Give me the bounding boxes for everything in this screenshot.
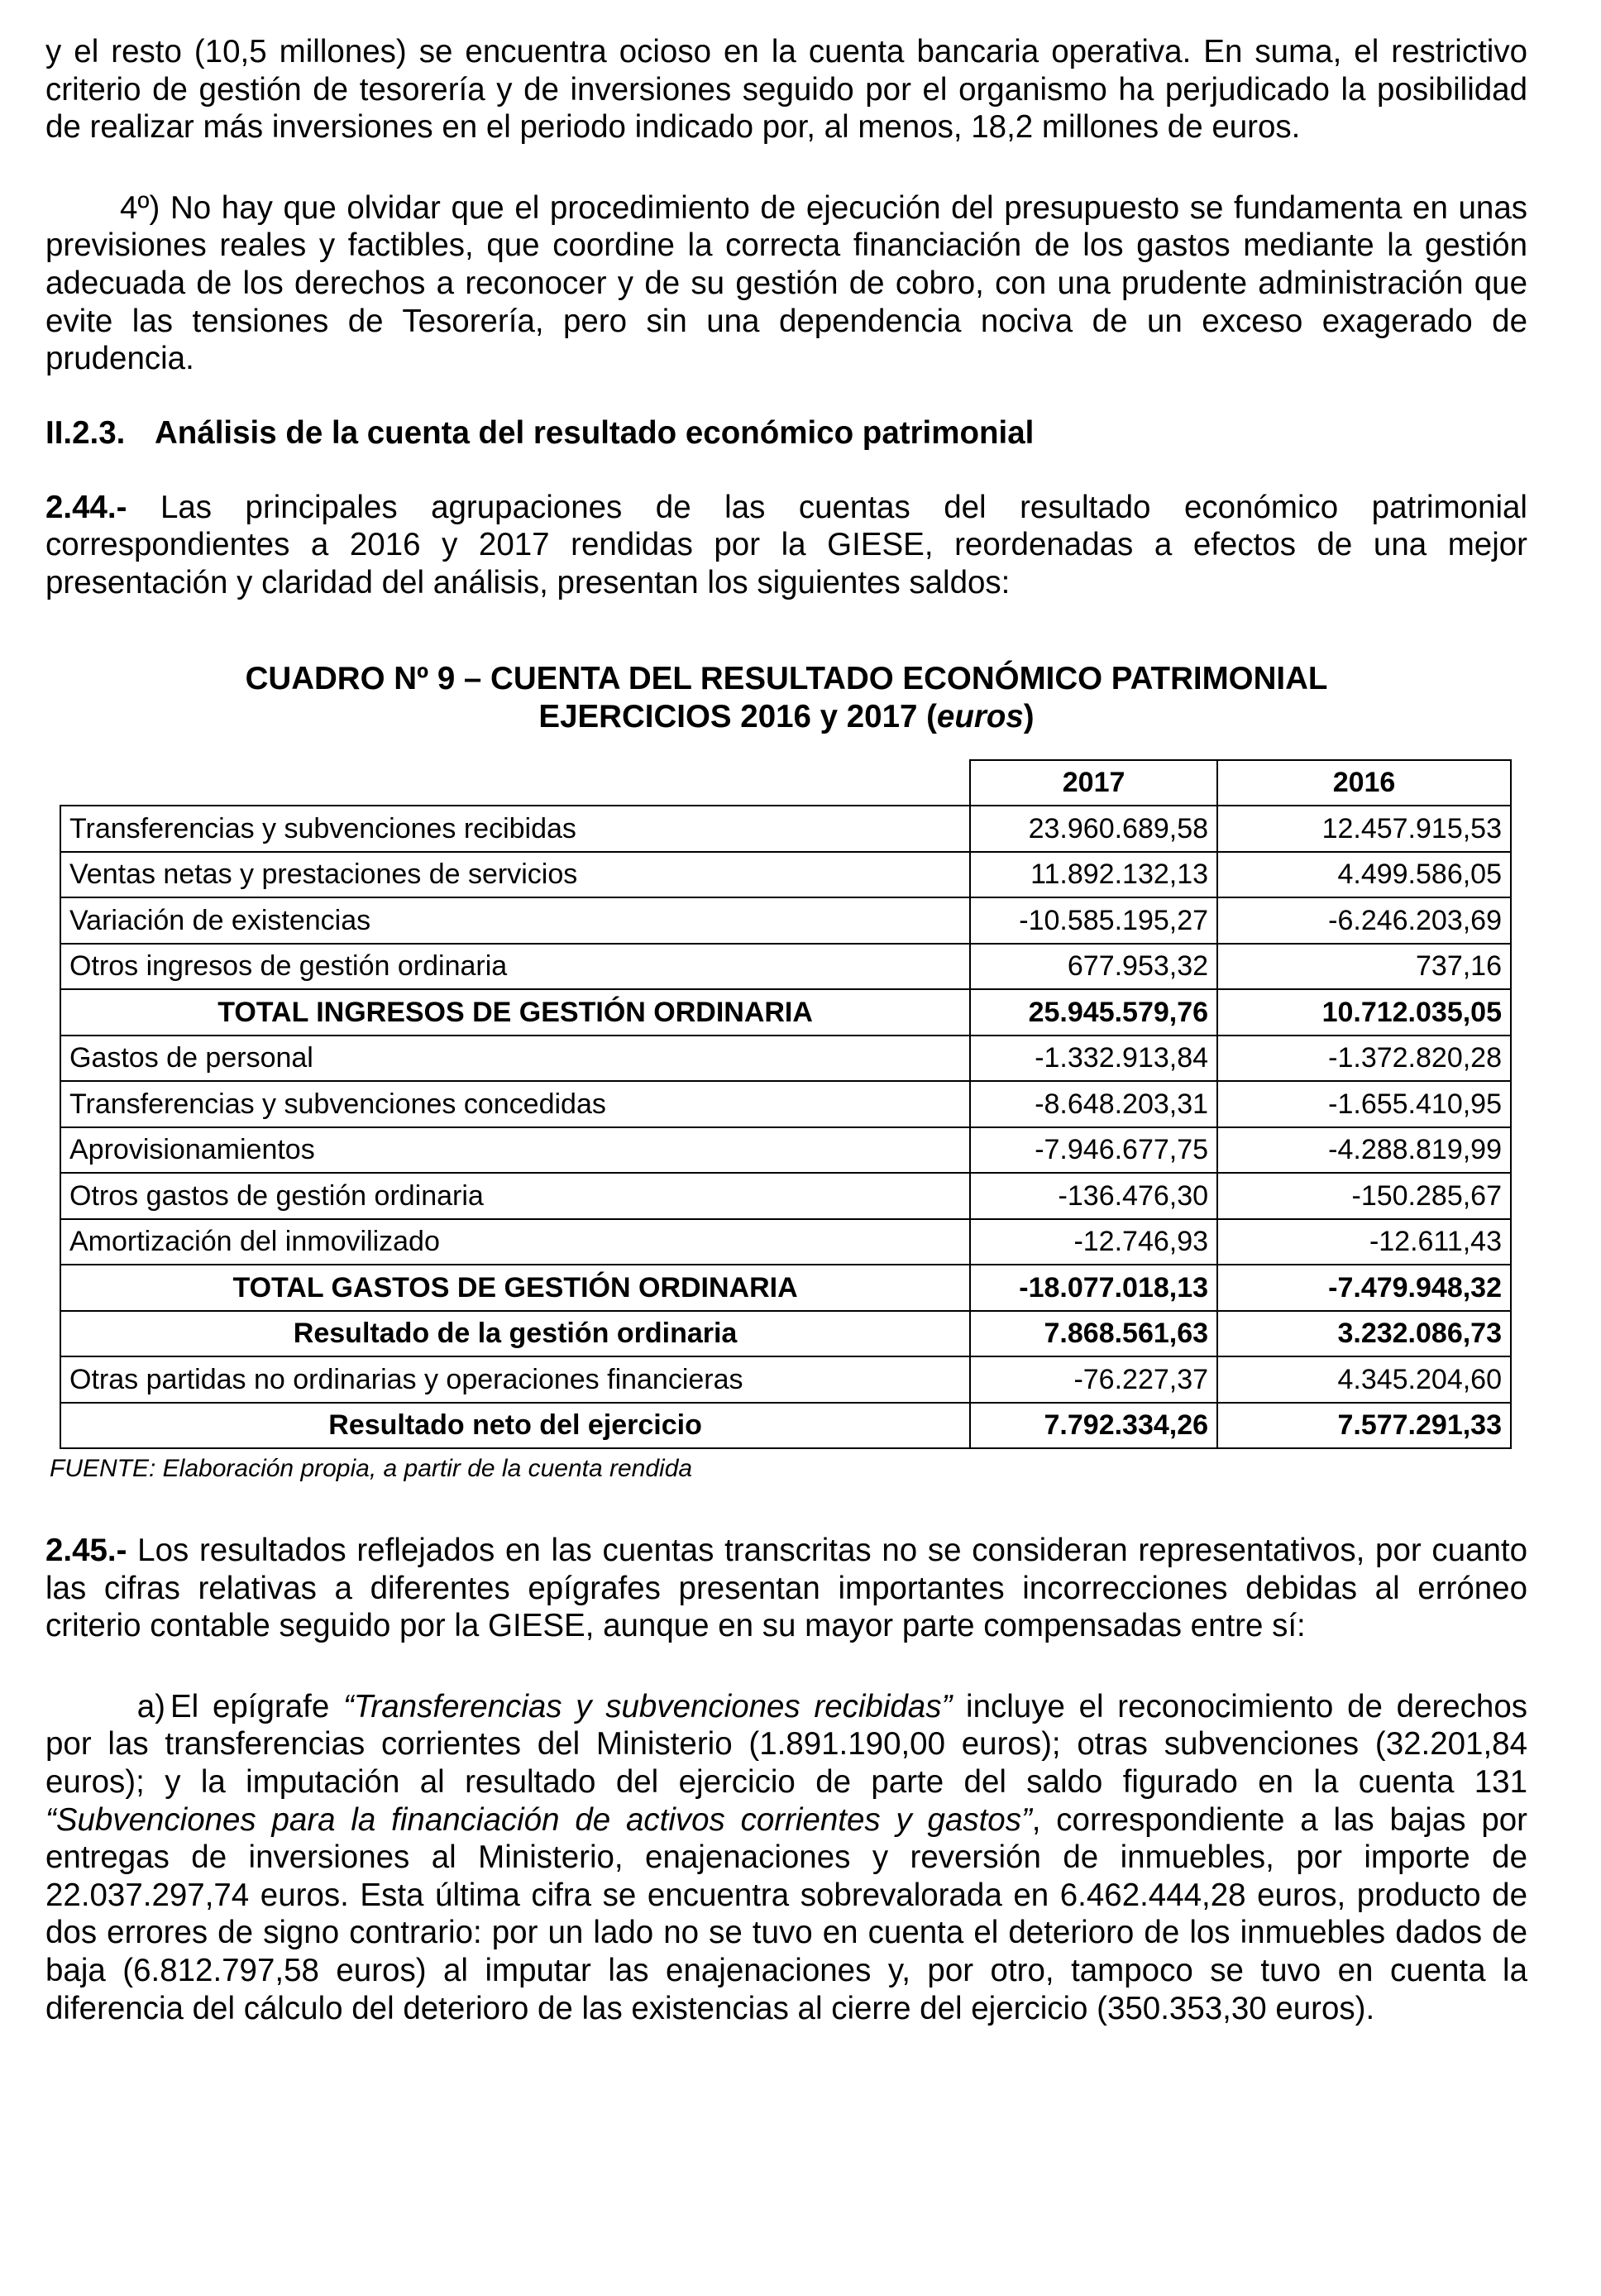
value-2017: 25.945.579,76: [970, 989, 1217, 1036]
row-label: Gastos de personal: [60, 1036, 970, 1082]
paragraph-number: 2.44.-: [45, 489, 127, 525]
value-2016: 3.232.086,73: [1217, 1311, 1511, 1357]
value-2017: -136.476,30: [970, 1173, 1217, 1219]
table-row: [60, 1036, 1511, 1082]
paragraph-text: Los resultados reflejados en las cuentas transcritas no se consideran representativos, por cuanto las cifras relativas a diferentes epígrafes presentan importantes incorrecciones debidas al erróneo criterio contable seguido por la GIESE, aunque en su mayor parte compensadas entre sí:: [45, 1533, 1527, 1644]
row-label: Resultado neto del ejercicio: [60, 1403, 970, 1449]
value-2016: -1.655.410,95: [1217, 1081, 1511, 1127]
table-source: FUENTE: Elaboración propia, a partir de la cuenta rendida: [50, 1455, 693, 1483]
paragraph-a: a) El epígrafe “Transferencias y subvenciones recibidas” incluye el reconocimiento de derechos por las transferencias corrientes del Ministerio (1.891.190,00 euros); otras subvenciones (32.201,84 euros); y la imputación al resultado del ejercicio de parte del saldo figurado en la cuenta 131 “Subvenciones para la financiación de activos corrientes y gastos”, correspondiente a las bajas por entregas de inversiones al Ministerio, enajenaciones y reversión de inmuebles, por importe de 22.037.297,74 euros. Esta última cifra se encuentra sobrevalorada en 6.462.444,28 euros, producto de dos errores de signo contrario: por un lado no se tuvo en cuenta el deterioro de los inmuebles dados de baja (6.812.797,58 euros) al imputar las enajenaciones y, por otro, tampoco se tuvo en cuenta la diferencia del cálculo del deterioro de las existencias al cierre del ejercicio (350.353,30 euros).: [45, 1688, 1527, 2026]
row-label: Transferencias y subvenciones recibidas: [60, 806, 970, 852]
value-2016: 4.345.204,60: [1217, 1356, 1511, 1403]
list-letter: a): [136, 1688, 165, 1724]
header-2017: 2017: [970, 760, 1217, 806]
value-2017: -7.946.677,75: [970, 1127, 1217, 1174]
table-row: [60, 1219, 1511, 1265]
table-row: [60, 1265, 1511, 1311]
value-2017: -12.746,93: [970, 1219, 1217, 1265]
table-row: [60, 1081, 1511, 1127]
table-row: [60, 1127, 1511, 1174]
row-label: Otras partidas no ordinarias y operaciones financieras: [60, 1356, 970, 1403]
value-2016: 7.577.291,33: [1217, 1403, 1511, 1449]
row-label: Transferencias y subvenciones concedidas: [60, 1081, 970, 1127]
row-label: Variación de existencias: [60, 897, 970, 944]
table-row: [60, 1311, 1511, 1357]
value-2017: -76.227,37: [970, 1356, 1217, 1403]
value-2017: 11.892.132,13: [970, 852, 1217, 898]
table-row: [60, 989, 1511, 1036]
value-2017: -10.585.195,27: [970, 897, 1217, 944]
value-2016: -1.372.820,28: [1217, 1036, 1511, 1082]
value-2016: -4.288.819,99: [1217, 1127, 1511, 1174]
value-2016: -6.246.203,69: [1217, 897, 1511, 944]
value-2016: 737,16: [1217, 944, 1511, 990]
paragraph-number: 2.45.-: [45, 1533, 127, 1569]
value-2016: -12.611,43: [1217, 1219, 1511, 1265]
row-label: Otros gastos de gestión ordinaria: [60, 1173, 970, 1219]
header-blank: [60, 760, 970, 806]
section-heading: [45, 414, 1527, 452]
paragraph-text: Las principales agrupaciones de las cuentas del resultado económico patrimonial correspondientes a 2016 y 2017 rendidas por la GIESE, reordenadas a efectos de una mejor presentación y claridad del análisis, presentan los siguientes saldos:: [45, 489, 1527, 600]
value-2016: 4.499.586,05: [1217, 852, 1511, 898]
table-title-line1: CUADRO Nº 9 – CUENTA DEL RESULTADO ECONÓMICO PATRIMONIAL: [245, 660, 1328, 696]
section-number: II.2.3.: [45, 414, 126, 451]
table-row: [60, 852, 1511, 898]
row-label: Ventas netas y prestaciones de servicios: [60, 852, 970, 898]
value-2017: 7.792.334,26: [970, 1403, 1217, 1449]
table-row: [60, 806, 1511, 852]
paragraph-2-44: [45, 489, 1527, 602]
value-2017: 677.953,32: [970, 944, 1217, 990]
paragraph-intro: y el resto (10,5 millones) se encuentra ocioso en la cuenta bancaria operativa. En suma, el restrictivo criterio de gestión de tesorería y de inversiones seguido por el organismo ha perjudicado la posibilidad de realizar más inversiones en el periodo indicado por, al menos, 18,2 millones de euros.: [45, 34, 1527, 146]
row-label: Amortización del inmovilizado: [60, 1219, 970, 1265]
row-label: Otros ingresos de gestión ordinaria: [60, 944, 970, 990]
paragraph-2-45: [45, 1532, 1527, 1645]
row-label: TOTAL INGRESOS DE GESTIÓN ORDINARIA: [60, 989, 970, 1036]
section-title: Análisis de la cuenta del resultado económico patrimonial: [155, 414, 1035, 451]
value-2016: -150.285,67: [1217, 1173, 1511, 1219]
value-2017: 7.868.561,63: [970, 1311, 1217, 1357]
paragraph-4: 4º) No hay que olvidar que el procedimiento de ejecución del presupuesto se fundamenta en unas previsiones reales y factibles, que coordine la correcta financiación de los gastos mediante la gestión adecuada de los derechos a reconocer y de su gestión de cobro, con una prudente administración que evite las tensiones de Tesorería, pero sin una dependencia nociva de un exceso exagerado de prudencia.: [45, 189, 1527, 377]
table-row: [60, 1403, 1511, 1449]
table-row: [60, 944, 1511, 990]
value-2017: 23.960.689,58: [970, 806, 1217, 852]
value-2016: 10.712.035,05: [1217, 989, 1511, 1036]
value-2017: -18.077.018,13: [970, 1265, 1217, 1311]
table-row: [60, 1356, 1511, 1403]
value-2017: -1.332.913,84: [970, 1036, 1217, 1082]
table-row: [60, 1173, 1511, 1219]
document-page: [45, 33, 1527, 2027]
table-header-row: [60, 760, 1511, 806]
value-2016: -7.479.948,32: [1217, 1265, 1511, 1311]
table-title: [45, 660, 1527, 736]
header-2016: 2016: [1217, 760, 1511, 806]
value-2017: -8.648.203,31: [970, 1081, 1217, 1127]
row-label: Resultado de la gestión ordinaria: [60, 1311, 970, 1357]
results-table: [60, 759, 1512, 1450]
value-2016: 12.457.915,53: [1217, 806, 1511, 852]
row-label: TOTAL GASTOS DE GESTIÓN ORDINARIA: [60, 1265, 970, 1311]
table-title-line2: EJERCICIOS 2016 y 2017 (euros): [538, 698, 1035, 734]
table-row: [60, 897, 1511, 944]
row-label: Aprovisionamientos: [60, 1127, 970, 1174]
